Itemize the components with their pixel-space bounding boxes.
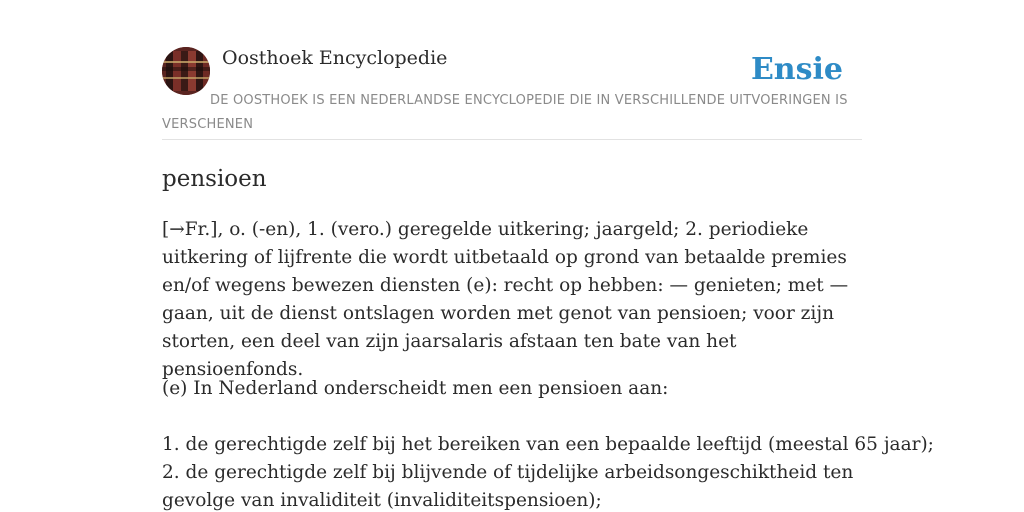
entry-definition: [→Fr.], o. (-en), 1. (vero.) geregelde uitkering; jaargeld; 2. periodieke uitkering of lijfrente die wordt uitbetaald op grond van betaalde premies en/of wegens bewezen diensten (e): recht op hebben: — genieten; met — gaan, uit de dienst ontslagen worden met genot van pensioen; voor zijn storten, een deel van zijn jaarsalaris afstaan ten bate van het pensioenfonds. bbox=[162, 219, 849, 380]
entry-title: pensioen bbox=[162, 166, 267, 192]
entry-list bbox=[162, 431, 934, 512]
brand-logo[interactable]: Ensie bbox=[750, 52, 843, 87]
site-name[interactable]: Oosthoek Encyclopedie bbox=[222, 47, 448, 69]
header-divider bbox=[162, 139, 862, 140]
avatar[interactable] bbox=[162, 47, 210, 95]
entry-note: (e) In Nederland onderscheidt men een pensioen aan: bbox=[162, 378, 669, 399]
list-item: 2. de gerechtigde zelf bij blijvende of tijdelijke arbeidsongeschiktheid ten gevolge van invaliditeit (invaliditeitspensioen); bbox=[162, 462, 854, 511]
book-spines-icon bbox=[162, 47, 210, 95]
list-item: 1. de gerechtigde zelf bij het bereiken van een bepaalde leeftijd (meestal 65 jaar); bbox=[162, 434, 934, 455]
site-tagline: DE OOSTHOEK IS EEN NEDERLANDSE ENCYCLOPEDIE DIE IN VERSCHILLENDE UITVOERINGEN IS VERSCHENEN bbox=[162, 93, 848, 132]
